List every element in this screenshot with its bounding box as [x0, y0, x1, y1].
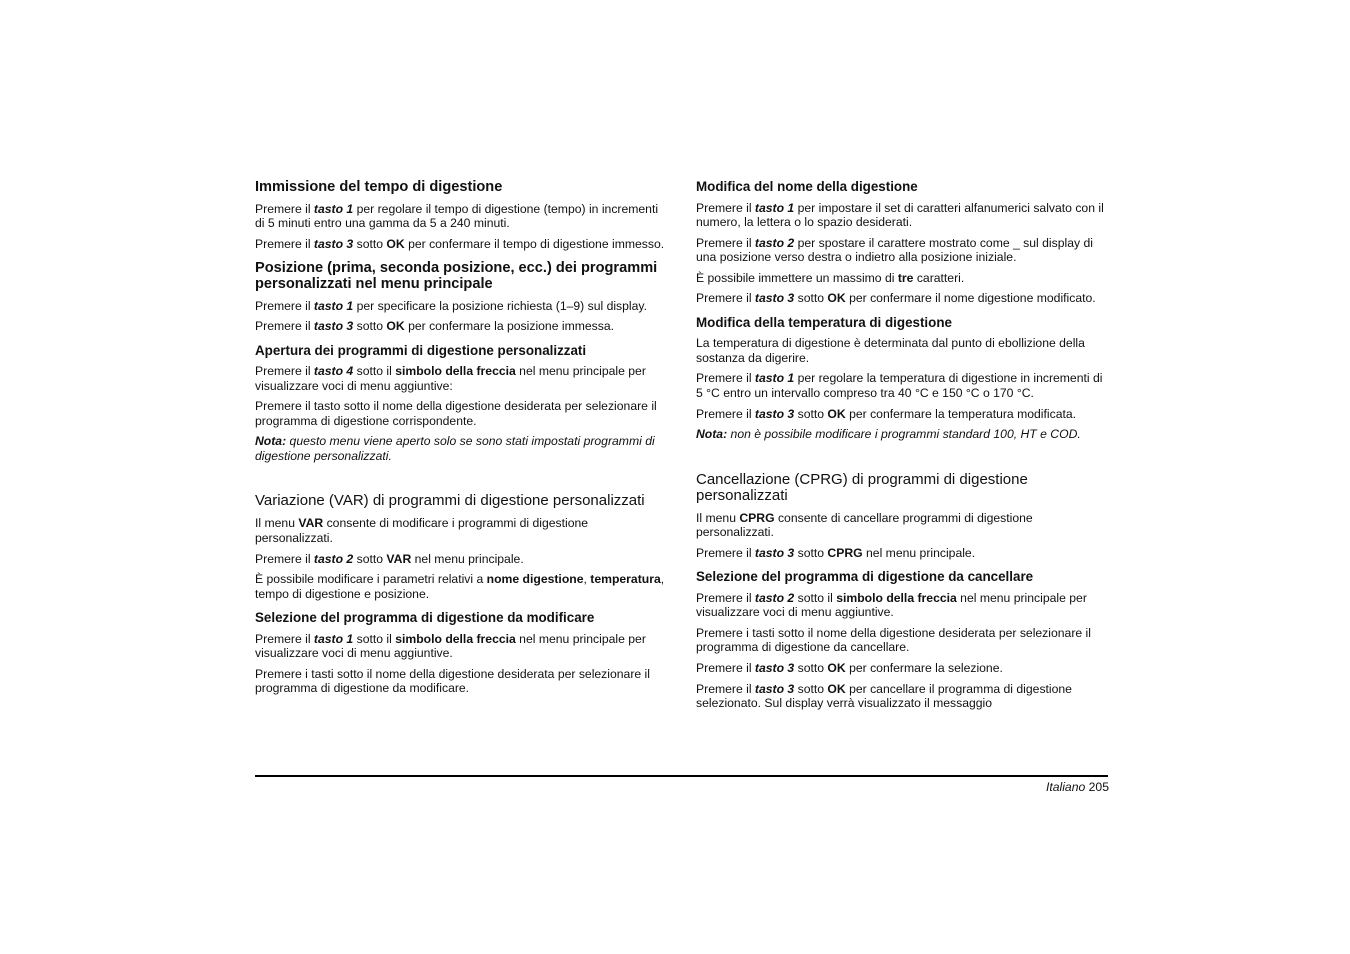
paragraph: È possibile modificare i parametri relativi a nome digestione, temperatura, tempo di digestione e posizione. — [255, 572, 665, 601]
paragraph: Premere il tasto 3 sotto CPRG nel menu principale. — [696, 546, 976, 561]
paragraph: Premere il tasto 1 per impostare il set di caratteri alfanumerici salvato con il numero, la lettera o lo spazio desiderati. — [696, 200, 1104, 229]
paragraph: Premere il tasto 1 per specificare la posizione richiesta (1–9) sul display. — [255, 298, 647, 313]
section-heading: Variazione (VAR) di programmi di digestione personalizzati — [255, 492, 645, 510]
note: Nota: questo menu viene aperto solo se sono stati impostati programmi di digestione personalizzati. — [255, 434, 655, 463]
paragraph: Premere il tasto 3 sotto OK per confermare il nome digestione modificato. — [696, 291, 1096, 306]
paragraph: Premere il tasto 2 per spostare il carattere mostrato come _ sul display di una posizione verso destra o indietro alla posizione iniziale. — [696, 235, 1093, 265]
paragraph: Il menu CPRG consente di cancellare programmi di digestione personalizzati. — [696, 510, 1033, 540]
paragraph: Premere il tasto 3 sotto OK per confermare la posizione immessa. — [255, 319, 615, 334]
left-column — [255, 172, 669, 702]
paragraph: Premere il tasto 3 sotto OK per confermare la selezione. — [696, 661, 1003, 676]
right-column — [696, 172, 1110, 717]
paragraph: Premere il tasto 3 sotto OK per cancellare il programma di digestione selezionato. Sul display verrà visualizzato il messaggio — [696, 681, 1072, 711]
paragraph: Premere il tasto 1 sotto il simbolo della freccia nel menu principale per visualizzare voci di menu aggiuntive. — [255, 631, 646, 660]
footer-rule — [255, 775, 1108, 777]
subsection-heading: Selezione del programma di digestione da modificare — [255, 610, 595, 626]
paragraph: Premere il tasto 3 sotto OK per confermare la temperatura modificata. — [696, 406, 1077, 421]
paragraph: Premere i tasti sotto il nome della digestione desiderata per selezionare il programma di digestione da modificare. — [255, 666, 650, 696]
paragraph: Premere il tasto 2 sotto VAR nel menu principale. — [255, 551, 524, 566]
paragraph: Premere il tasto 3 sotto OK per confermare il tempo di digestione immesso. — [255, 237, 665, 252]
subsection-heading: Modifica del nome della digestione — [696, 179, 918, 194]
page-number: 205 — [1088, 780, 1109, 794]
subsection-heading: Modifica della temperatura di digestione — [696, 314, 952, 330]
paragraph: Premere i tasti sotto il nome della digestione desiderata per selezionare il programma di digestione da cancellare. — [696, 626, 1091, 655]
paragraph: La temperatura di digestione è determinata dal punto di ebollizione della sostanza da digerire. — [696, 336, 1085, 365]
paragraph: Premere il tasto 4 sotto il simbolo della freccia nel menu principale per visualizzare voci di menu aggiuntive: — [255, 364, 646, 393]
paragraph: Premere il tasto 1 per regolare il tempo di digestione (tempo) in incrementi di 5 minuti entro una gamma da 5 a 240 minuti. — [255, 202, 659, 231]
page-footer — [1046, 780, 1109, 794]
subsection-heading: Selezione del programma di digestione da cancellare — [696, 569, 1034, 585]
paragraph: Premere il tasto 1 per regolare la temperatura di digestione in incrementi di 5 °C entro un intervallo compreso tra 40 °C e 150 °C o 170 °C. — [696, 371, 1103, 400]
footer-language: Italiano — [1045, 780, 1086, 794]
subsection-heading: Apertura dei programmi di digestione personalizzati — [255, 342, 587, 358]
paragraph: Premere il tasto 2 sotto il simbolo della freccia nel menu principale per visualizzare voci di menu aggiuntive. — [696, 590, 1087, 620]
paragraph: Il menu VAR consente di modificare i programmi di digestione personalizzati. — [255, 516, 589, 545]
paragraph: È possibile immettere un massimo di tre caratteri. — [696, 270, 965, 285]
section-heading: Posizione (prima, seconda posizione, ecc.) dei programmi personalizzati nel menu principale — [255, 259, 658, 292]
paragraph: Premere il tasto sotto il nome della digestione desiderata per selezionare il programma di digestione corrispondente. — [255, 399, 657, 428]
section-heading: Cancellazione (CPRG) di programmi di digestione personalizzati — [696, 470, 1028, 504]
note: Nota: non è possibile modificare i programmi standard 100, HT e COD. — [696, 427, 1081, 442]
section-heading: Immissione del tempo di digestione — [255, 179, 503, 195]
